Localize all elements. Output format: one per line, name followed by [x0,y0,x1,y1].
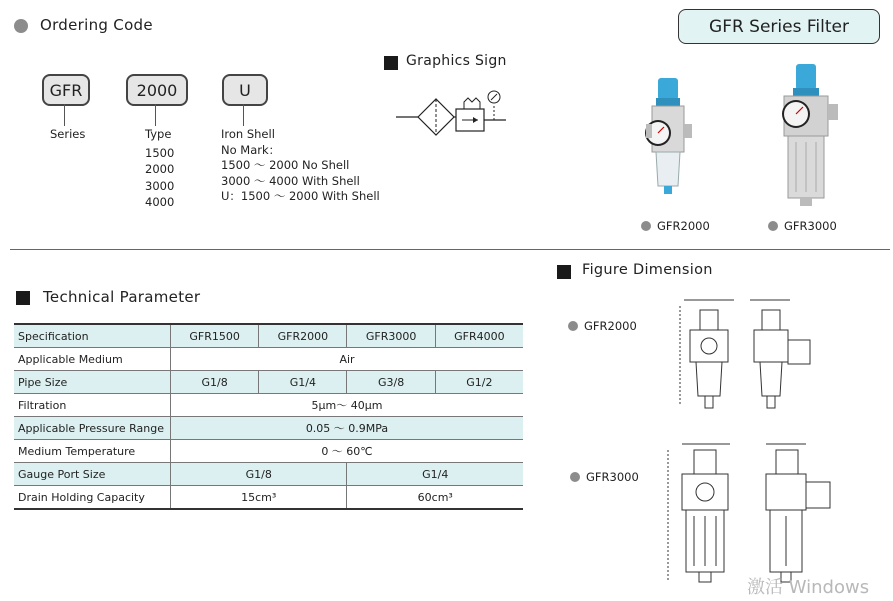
code-label-type: Type 1500 2000 3000 4000 [145,127,175,209]
connector-line [243,104,244,126]
cell: G1/8 [170,463,347,486]
cell: 5μm～ 40μm [170,394,523,417]
cell: 15cm³ [170,486,347,510]
cell: GFR2000 [259,324,347,348]
table-row [14,440,523,463]
bullet-icon [14,19,28,33]
row-label: Filtration [14,394,170,417]
row-label: Applicable Medium [14,348,170,371]
bullet-icon [641,221,651,231]
figure-title: Figure Dimension [582,262,713,278]
row-label: Applicable Pressure Range [14,417,170,440]
table-row [14,417,523,440]
connector-line [64,104,65,126]
cell: GFR4000 [435,324,523,348]
square-bullet-icon [16,291,30,305]
cell: G3/8 [347,371,435,394]
cell: G1/2 [435,371,523,394]
table-row [14,348,523,371]
technical-table [14,323,523,510]
figure-label-gfr3000: GFR3000 [570,470,639,484]
row-label: Specification [14,324,170,348]
table-row [14,371,523,394]
pneumatic-symbol-icon [396,82,506,152]
ordering-title: Ordering Code [40,16,153,34]
table-row [14,463,523,486]
bullet-icon [570,472,580,482]
gfr3000-product-image [766,62,846,210]
code-label-series: Series [50,127,86,141]
graphics-title: Graphics Sign [406,53,507,69]
row-label: Gauge Port Size [14,463,170,486]
cell: G1/8 [170,371,258,394]
square-bullet-icon [384,56,398,70]
cell: G1/4 [347,463,523,486]
cell: 0 ～ 60℃ [170,440,523,463]
code-box-series: GFR [42,74,90,106]
cell: 0.05 ～ 0.9MPa [170,417,523,440]
cell: GFR3000 [347,324,435,348]
row-label: Medium Temperature [14,440,170,463]
row-label: Pipe Size [14,371,170,394]
table-row [14,486,523,510]
bullet-icon [768,221,778,231]
cell: 60cm³ [347,486,523,510]
cell: G1/4 [259,371,347,394]
gfr2000-product-image [628,78,704,206]
product-label-gfr2000: GFR2000 [641,219,710,233]
code-box-type: 2000 [126,74,188,106]
gfr3000-dimension-drawing [656,440,856,590]
series-title-box: GFR Series Filter [678,9,880,44]
table-row [14,324,523,348]
cell: GFR1500 [170,324,258,348]
row-label: Drain Holding Capacity [14,486,170,510]
bullet-icon [568,321,578,331]
figure-label-gfr2000: GFR2000 [568,319,637,333]
code-box-shell: U [222,74,268,106]
table-row [14,394,523,417]
connector-line [155,104,156,126]
cell: Air [170,348,523,371]
watermark-text: 激活 Windows [747,577,870,598]
square-bullet-icon [557,265,571,279]
section-divider [10,249,890,250]
technical-title: Technical Parameter [43,288,201,306]
product-label-gfr3000: GFR3000 [768,219,837,233]
gfr2000-dimension-drawing [660,296,830,421]
code-label-shell: Iron Shell No Mark： 1500 ～ 2000 No Shell 3000 ～ 4000 With Shell U：1500 ～ 2000 With Shell [221,127,380,203]
